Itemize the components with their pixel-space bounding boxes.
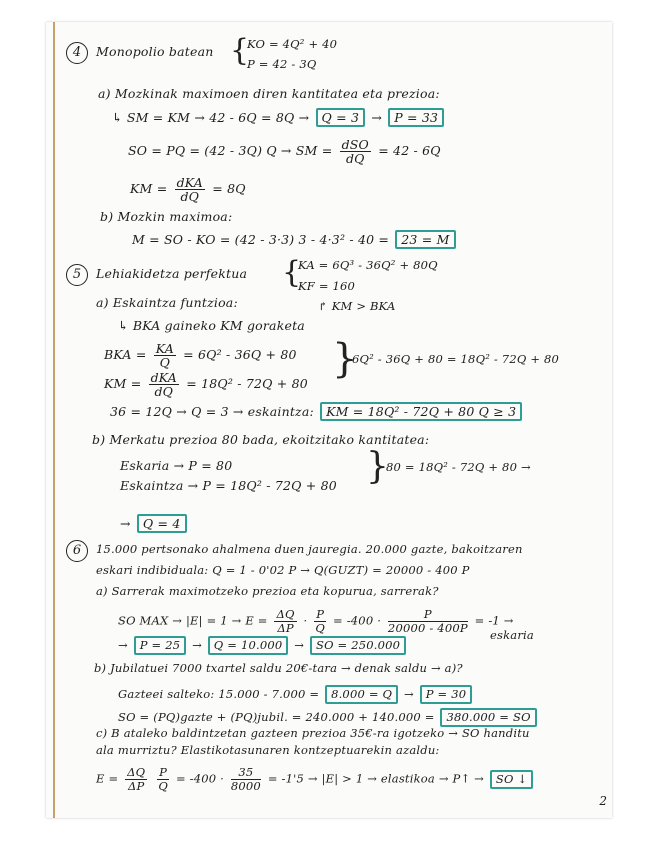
- fraction: [125, 766, 147, 793]
- ex6-a-answer-p: P = 25: [134, 636, 187, 655]
- exercise-5-title: Lehiakidetza perfektua: [96, 266, 248, 281]
- ex5-a-line1: ↳ BKA gaineko KM goraketa: [118, 318, 305, 333]
- ex6-b-answer-p: P = 30: [420, 685, 473, 704]
- ex6-c-label: E =: [96, 771, 119, 786]
- exercise-4-title: Monopolio batean: [96, 44, 214, 59]
- closing-brace: }: [332, 336, 358, 382]
- fraction-num: P: [388, 608, 468, 622]
- fraction-num: ΔQ: [276, 607, 295, 621]
- ex6-a-answer-q: Q = 10.000: [208, 636, 289, 655]
- ex5-km-line: [104, 371, 308, 398]
- ex6-c-conclusion: = -1'5 → |E| > 1 → elastikoa → P↑ →: [267, 771, 484, 786]
- fraction-num: dKA: [176, 175, 204, 190]
- system-brace: {: [230, 33, 250, 68]
- ex6-elasticity-condition: SO MAX → |E| = 1 → E =: [118, 613, 268, 628]
- ex5-bka-value: = 6Q² - 36Q + 80: [183, 347, 297, 362]
- ex4-marginal-revenue: = 42 - 6Q: [378, 143, 441, 158]
- fraction-den: dQ: [180, 189, 200, 204]
- ex4-revenue-eq: SO = PQ = (42 - 3Q) Q → SM =: [128, 143, 333, 158]
- ex6-a-line2: [118, 636, 408, 655]
- ex6-b-answer-so: 380.000 = SO: [440, 708, 536, 727]
- ex5-a-solution: 36 = 12Q → Q = 3 → eskaintza:: [110, 404, 314, 419]
- ex5-a-answer: KM = 18Q² - 72Q + 80 Q ≥ 3: [320, 402, 522, 421]
- fraction-den: Q: [315, 621, 325, 635]
- fraction: [314, 608, 326, 635]
- ex4-a-equation: ↳ SM = KM → 42 - 6Q = 8Q →: [112, 110, 310, 125]
- ex6-a-note: eskaria: [490, 628, 534, 642]
- ex6-question-c-line1: c) B ataleko baldintzetan gazteen prezioa 35€-ra igotzeko → SO handitu: [96, 726, 530, 740]
- fraction-num: dKA: [150, 370, 178, 385]
- ex5-arrow-note: ↱ KM > BKA: [318, 299, 396, 313]
- fraction-num: P: [159, 765, 168, 779]
- ex5-b-equation: 80 = 18Q² - 72Q + 80 →: [386, 460, 531, 474]
- arrow: →: [294, 638, 305, 652]
- fraction-den: Q: [158, 779, 168, 793]
- margin-line: [53, 22, 55, 818]
- exercise-4-number: 4: [66, 42, 88, 64]
- fraction-den: 20000 - 400P: [387, 621, 468, 635]
- ex4-km-value: = 8Q: [212, 181, 246, 196]
- system-brace: {: [282, 255, 302, 290]
- ex5-system-kf: KF = 160: [298, 279, 356, 293]
- ex6-b-line1: [118, 685, 474, 704]
- fraction-den: Q: [159, 355, 171, 370]
- ex6-b-line2: [118, 708, 539, 727]
- ex4-system-cost: KO = 4Q² + 40: [247, 37, 338, 51]
- ex6-question-a: a) Sarrerak maximotzeko prezioa eta kopurua, sarrerak?: [96, 584, 439, 598]
- fraction: [149, 371, 179, 398]
- ex4-a-answer-q: Q = 3: [316, 108, 366, 127]
- fraction-den: ΔP: [128, 779, 145, 793]
- ex6-question-c-line2: ala murriztu? Elastikotasunaren kontzeptuarekin azaldu:: [96, 743, 440, 757]
- ex6-a-answer-so: SO = 250.000: [310, 636, 406, 655]
- fraction: [340, 138, 371, 165]
- ex5-system-ka: KA = 6Q³ - 36Q² + 80Q: [298, 258, 438, 272]
- fraction: [231, 766, 261, 793]
- ex5-b-answer: Q = 4: [137, 514, 187, 533]
- ex4-a-line3: [130, 176, 246, 203]
- ex4-a-line2: [128, 138, 441, 165]
- fraction-num: P: [316, 607, 325, 621]
- exercise-6-number: 6: [66, 540, 88, 562]
- fraction-num: dSO: [341, 137, 370, 152]
- ex6-a-line1: [118, 608, 514, 635]
- page-number: 2: [599, 794, 607, 808]
- fraction-num: ΔQ: [127, 765, 146, 779]
- ex4-a-line1: [112, 108, 446, 127]
- ex4-b-line: [132, 230, 458, 249]
- ex6-c-mid: = -400 ·: [175, 771, 225, 786]
- ex5-bka-label: BKA =: [104, 347, 147, 362]
- ex6-b-revenue: SO = (PQ)gazte + (PQ)jubil. = 240.000 + 140.000 =: [118, 710, 435, 724]
- fraction-num: 35: [231, 766, 261, 780]
- ex5-b-result: [120, 514, 189, 533]
- ex6-a-mid: = -400 ·: [333, 613, 382, 628]
- ex6-b-answer-q: 8.000 = Q: [325, 685, 398, 704]
- arrow: →: [192, 638, 202, 652]
- arrow: →: [120, 516, 131, 531]
- ex6-question-b: b) Jubilatuei 7000 txartel saldu 20€-tara → denak saldu → a)?: [94, 661, 463, 675]
- arrow: →: [118, 638, 128, 652]
- ex5-a-last-line: [110, 402, 524, 421]
- ex4-b-answer: 23 = M: [395, 230, 455, 249]
- ex5-equation-a: 6Q² - 36Q + 80 = 18Q² - 72Q + 80: [352, 352, 560, 366]
- ex6-c-line: [96, 766, 535, 793]
- exercise-5-number: 5: [66, 264, 88, 286]
- ex5-b-row2: Eskaintza → P = 18Q² - 72Q + 80: [120, 478, 337, 493]
- ex4-a-answer-p: P = 33: [388, 108, 444, 127]
- ex5-b-row1: Eskaria → P = 80: [120, 458, 233, 473]
- dot: ·: [303, 613, 308, 628]
- ex5-question-b: b) Merkatu prezioa 80 bada, ekoitzitako kantitatea:: [92, 432, 430, 447]
- ex6-b-calc: Gazteei salteko: 15.000 - 7.000 =: [118, 687, 320, 701]
- fraction-num: KA: [155, 341, 174, 356]
- ex4-question-b: b) Mozkin maximoa:: [100, 209, 233, 224]
- ex5-km-value: = 18Q² - 72Q + 80: [186, 376, 308, 391]
- arrow: →: [371, 110, 383, 125]
- closing-brace: }: [366, 446, 389, 487]
- fraction: [388, 608, 468, 635]
- fraction-den: 8000: [230, 779, 261, 793]
- ex4-km-label: KM =: [130, 181, 168, 196]
- ex6-c-answer: SO ↓: [490, 770, 533, 789]
- fraction: [274, 608, 296, 635]
- fraction-den: dQ: [154, 384, 174, 399]
- ex5-km-label: KM =: [104, 376, 142, 391]
- fraction-den: ΔP: [277, 621, 294, 635]
- fraction: [154, 342, 176, 369]
- ex4-question-a: a) Mozkinak maximoen diren kantitatea eta prezioa:: [98, 86, 440, 101]
- ex4-system-demand: P = 42 - 3Q: [247, 57, 317, 71]
- ex5-question-a: a) Eskaintza funtzioa:: [96, 295, 238, 310]
- ex5-bka-line: [104, 342, 297, 369]
- ex4-profit-eq: M = SO - KO = (42 - 3·3) 3 - 4·3² - 40 =: [132, 232, 390, 247]
- ex6-line2: eskari indibiduala: Q = 1 - 0'02 P → Q(GUZT) = 20000 - 400 P: [96, 563, 470, 577]
- exercise-6-title: 15.000 pertsonako ahalmena duen jauregia. 20.000 gazte, bakoitzaren: [96, 542, 523, 556]
- fraction: [157, 766, 169, 793]
- ex6-a-right: = -1 →: [474, 613, 514, 628]
- arrow: →: [404, 687, 414, 701]
- fraction: [175, 176, 205, 203]
- fraction-den: dQ: [345, 151, 365, 166]
